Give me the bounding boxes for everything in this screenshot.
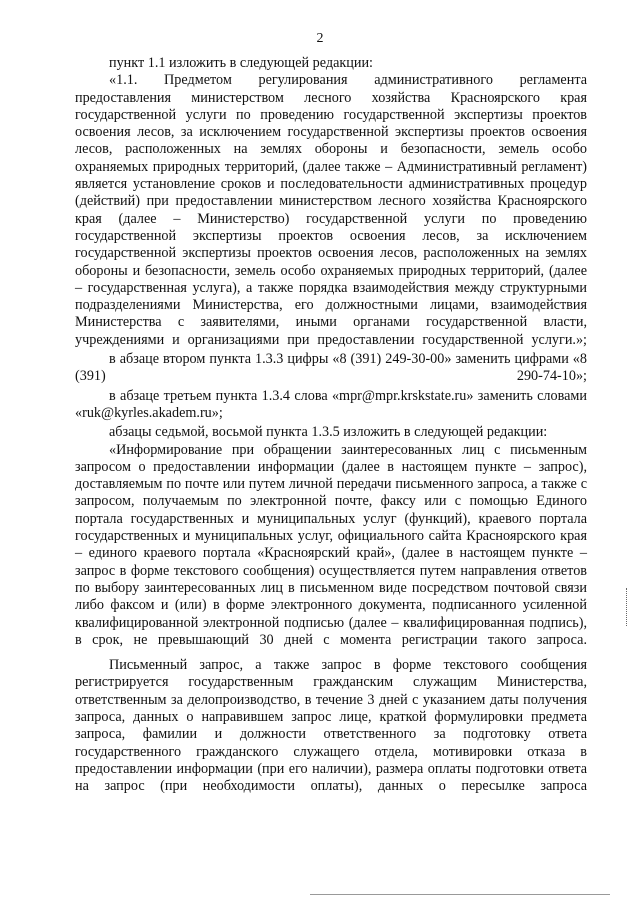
paragraph-clause-1-1: «1.1. Предметом регулирования административного регламента предоставления министерством лесного хозяйства Красноярского края государственной услуги по проведению государственной экспертизы проектов освоения лесов, за исключением государственной экспертизы проектов освоения лесов, расположенных на землях обороны и безопасности, земель особо охраняемых природных территорий, (далее также – Административный регламент) является установление сроков и последовательности административных процедур (действий) при предоставлении министерством лесного хозяйства Красноярского края (далее – Министерство) государственной услуги по проведению государственной экспертизы проектов освоения лесов, за исключением государственной экспертизы проектов освоения лесов, расположенных на землях обороны и безопасности, земель особо охраняемых природных территорий, (далее – государственная услуга), а также порядка взаимодействия между структурными подразделениями Министерства, его должностными лицами, взаимодействия Министерства с заявителями, иными органами государственной власти, учреждениями и организациями при предоставлении государственной услуги.»;	[75, 72, 587, 348]
bottom-rule	[310, 894, 610, 895]
paragraph-registration: Письменный запрос, а также запрос в форме текстового сообщения регистрируется государственным гражданским служащим Министерства, ответственным за делопроизводство, в течение 3 дней с указанием даты получения запроса, данных о направившем запрос лице, краткой формулировки предмета запроса, фамилии и должности ответственного за подготовку ответа государственного гражданского служащего отдела, мотивировки отказа в предоставлении информации (при его наличии), размера оплаты подготовки ответа на запрос (при необходимости оплаты), данных о пересылке запроса	[75, 657, 587, 795]
paragraph-intro: пункт 1.1 изложить в следующей редакции:	[109, 55, 373, 71]
paragraph-clause-1-3-5-intro: абзацы седьмой, восьмой пункта 1.3.5 изложить в следующей редакции:	[109, 424, 548, 441]
page-number: 2	[316, 31, 324, 46]
paragraph-informing: «Информирование при обращении заинтересованных лиц с письменным запросом о предоставлении информации (далее в настоящем пункте – запрос), доставляемым по почте или путем личной передачи письменного запроса, а также с запросом, получаемым по электронной почте, факсу или с помощью Единого портала государственных и муниципальных услуг (функций), краевого портала государственных и муниципальных услуг, официального сайта Красноярского края – единого краевого портала «Красноярский край», (далее в настоящем пункте – запрос в форме текстового сообщения) осуществляется путем направления ответов по выбору заинтересованных лиц в письменном виде посредством почтовой связи либо факсом и (или) в форме электронного документа, подписанного усиленной квалифицированной электронной подписью (далее – квалифицированная подпись), в срок, не превышающий 30 дней с момента регистрации такого запроса.	[75, 441, 587, 648]
document-body	[75, 55, 587, 795]
margin-mark	[626, 588, 630, 626]
paragraph-phone-change: в абзаце втором пункта 1.3.3 цифры «8 (391) 249-30-00» заменить цифрами «8 (391) 290-74-10»;	[75, 351, 587, 385]
paragraph-email-change: в абзаце третьем пункта 1.3.4 слова «mpr@mpr.krskstate.ru» заменить словами «ruk@kyrles.akadem.ru»;	[75, 387, 587, 421]
